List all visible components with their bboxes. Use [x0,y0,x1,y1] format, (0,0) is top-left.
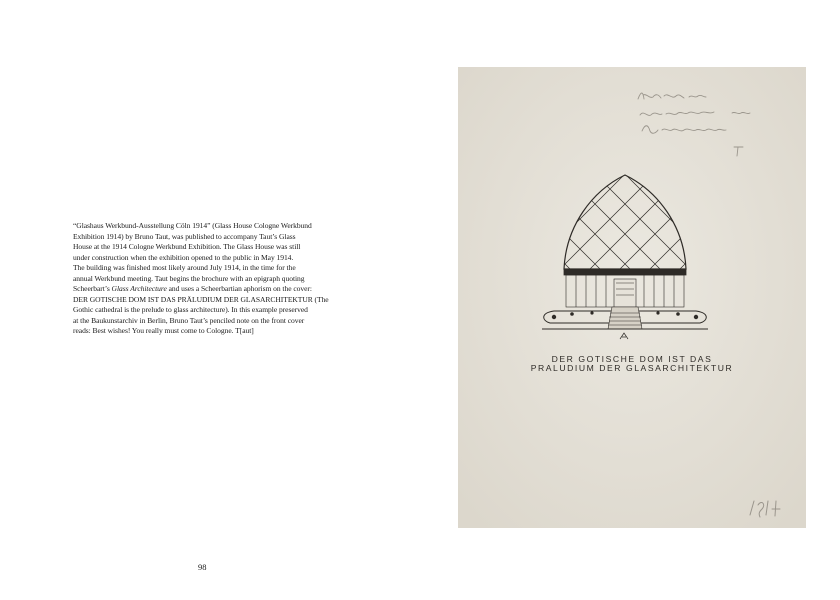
caption-text [73,221,355,337]
glass-house-illustration [532,171,718,347]
caption-line [73,284,355,295]
cover-epigraph-line-2: PRALUDIUM DER GLASARCHITEKTUR [530,363,734,373]
caption-line: annual Werkbund meeting. Taut begins the brochure with an epigraph quoting [73,273,305,283]
caption-line: House at the 1914 Cologne Werkbund Exhibition. The Glass House was still [73,242,301,251]
caption-fragment: and uses a Scheerbartian aphorism on the cover: [166,284,312,293]
brochure-cover-scan [458,67,806,528]
pencil-handwritten-note [634,85,774,165]
caption-line: “Glashaus Werkbund-Ausstellung Cöln 1914” (Glass House Cologne Werkbund [73,221,312,230]
caption-line: Gothic cathedral is the prelude to glass architecture). In this example preserved [73,305,308,314]
page-number: 98 [198,562,207,572]
book-title: Glass Architecture [111,284,167,293]
caption-line: at the Baukunstarchiv in Berlin, Bruno Taut’s penciled note on the front cover [73,315,305,325]
pencil-date-mark [746,497,786,519]
cover-epigraph-line-1: DER GOTISCHE DOM IST DAS [551,354,713,364]
caption-line: under construction when the exhibition opened to the public in May 1914. [73,252,294,262]
caption-line: DER GOTISCHE DOM IST DAS PRÄLUDIUM DER GLASARCHITEKTUR (The [73,294,329,304]
caption-fragment: Scheerbart’s [73,284,112,293]
caption-line: reads: Best wishes! You really must come to Cologne. T[aut] [73,326,254,335]
caption-line: The building was finished most likely around July 1914, in the time for the [73,263,296,272]
caption-line: Exhibition 1914) by Bruno Taut, was published to accompany Taut’s Glass [73,231,296,241]
